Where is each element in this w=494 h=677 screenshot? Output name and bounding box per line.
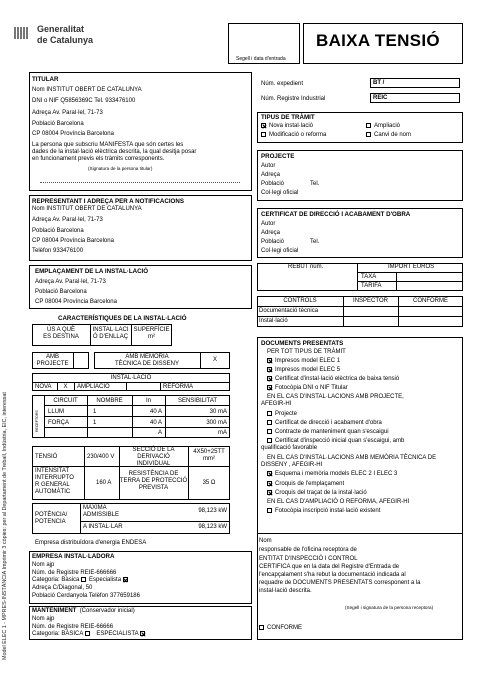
- tensio-value[interactable]: 230/400 V: [87, 454, 115, 460]
- titular-signature-caption: (Signatura de la persona titular): [88, 166, 153, 171]
- empresa-cat: Categoria: Bàsica Especialista: [32, 577, 131, 584]
- certificat-poblacio[interactable]: Població: [261, 239, 285, 245]
- nova-label: NOVA: [35, 384, 52, 390]
- croquis-trac-checkbox[interactable]: [267, 490, 272, 495]
- emplacament-cp[interactable]: CP 08004 Província Barcelona: [35, 299, 117, 305]
- ampliacio-heading: EN EL CAS D'AMPLIACIÓ O REFORMA, AFEGIR-HI: [267, 499, 410, 505]
- doc-4-checkbox[interactable]: [267, 385, 272, 390]
- emplacament-heading: EMPLAÇAMENT DE LA INSTAL·LACIÓ: [35, 268, 149, 275]
- mant-especialista-checkbox[interactable]: [140, 631, 145, 636]
- manteniment-nom[interactable]: Nom ajp: [32, 616, 55, 622]
- llum-sensib[interactable]: 30 mA: [209, 409, 227, 415]
- amb-memoria-heading: EN EL CAS D'INSTAL·LACIONS AMB MEMÒRIA TÈCNICA DE: [267, 455, 437, 461]
- titular-manifest-2: dades de la instal·lació elèctrica descrita, la qual desitja posar: [32, 149, 197, 155]
- inspector-header: INSPECTOR: [353, 298, 388, 304]
- forca-label: FORÇA: [48, 420, 69, 426]
- doc-croquis-empl[interactable]: Croquis de l'emplaçament: [267, 481, 344, 488]
- nova-value[interactable]: X: [63, 384, 68, 390]
- ampliacio-checkbox[interactable]: [366, 123, 371, 128]
- entitat-signature-caption: (Segell i signatura de la persona receptora): [345, 605, 434, 610]
- controls-row-inst: Instal·lació: [259, 318, 288, 324]
- registre-label: Núm. Registre Industrial: [261, 96, 326, 102]
- certificat-adreca[interactable]: Adreça: [261, 230, 281, 236]
- entitat-resp: responsable de l'oficina receptora de: [259, 547, 357, 553]
- taxa-label: TAXA: [361, 274, 377, 280]
- contracte-checkbox[interactable]: [267, 429, 272, 434]
- inst-enllac-label: INSTAL·LACI Ó D'ENLLAÇ: [92, 327, 129, 340]
- amb-projecte-label: AMB PROJECTE: [36, 354, 69, 367]
- receptors-label: RECEPTORS: [35, 410, 39, 432]
- caract-heading: CARACTERÍSTIQUES DE LA INSTAL·LACIÓ: [58, 315, 187, 322]
- representant-cp[interactable]: CP 08004 Província Barcelona: [32, 238, 114, 244]
- resistencia-value[interactable]: 35 Ω: [202, 480, 216, 486]
- projecte-heading: PROJECTE: [261, 153, 295, 160]
- logo-line2: de Catalunya: [37, 35, 94, 45]
- croquis-empl-checkbox[interactable]: [267, 481, 272, 486]
- entitat-eic: ENTITAT D'INSPECCIÓ I CONTROL: [259, 556, 358, 562]
- documents-heading: DOCUMENTS PRESENTATS: [261, 340, 344, 347]
- representant-nom[interactable]: Nom INSTITUT OBERT DE CATALUNYA: [32, 206, 142, 212]
- tramit-ampliacio[interactable]: Ampliació: [366, 123, 400, 130]
- registre-value[interactable]: REIC: [373, 95, 388, 101]
- emplacament-poblacio[interactable]: Població Barcelona: [35, 289, 87, 295]
- seccio-label: SECCIÓ DE LA DERIVACIÓ INDIVIDUAL: [132, 447, 175, 467]
- doc-item-4[interactable]: Fotocòpia DNI o NIF Titular: [267, 385, 348, 392]
- fotocopia-checkbox[interactable]: [267, 508, 272, 513]
- manteniment-cat: Categoria: BÀSICA ESPECIALISTA: [32, 631, 148, 638]
- nova-checkbox[interactable]: [261, 123, 266, 128]
- doc-item-3[interactable]: Certificat d'instal·lació elèctrica de baixa tensió: [267, 376, 399, 383]
- import-label: IMPORT EUROS: [388, 264, 435, 270]
- titular-dni[interactable]: DNI o NIF Q5856369C Tel. 933476100: [32, 98, 136, 104]
- certificat-autor[interactable]: Autor: [261, 221, 276, 227]
- row3-in[interactable]: A: [157, 430, 162, 436]
- amb-projecte-heading: EN EL CAS D'INSTAL·LACIONS AMB PROJECTE,: [267, 394, 404, 400]
- certificat-heading: CERTIFICAT DE DIRECCIÓ I ACABAMENT D'OBRA: [261, 211, 411, 218]
- doc-croquis-trac[interactable]: Croquis del traçat de la instal·lació: [267, 490, 367, 497]
- tramit-heading: TIPUS DE TRÀMIT: [261, 114, 315, 121]
- entitat-nom[interactable]: Nom: [259, 538, 272, 544]
- especialista-checkbox[interactable]: [123, 577, 128, 582]
- expedient-num-value[interactable]: BT /: [373, 80, 385, 86]
- nombre-header: NOMBRE: [96, 398, 123, 404]
- titular-poblacio[interactable]: Població Barcelona: [32, 121, 84, 127]
- doc-item-2[interactable]: Impresos model ELEC 5: [267, 367, 340, 374]
- llum-label: LLUM: [48, 409, 65, 415]
- a-installar-value[interactable]: 98,123 kW: [198, 524, 227, 530]
- logo-line1: Generalitat: [37, 24, 85, 34]
- doc-cert-inspeccio[interactable]: Certificat d'inspecció inicial quan s'escaigui, amb: [267, 438, 404, 445]
- forca-nombre[interactable]: 1: [93, 420, 97, 426]
- amb-memoria-value[interactable]: X: [212, 357, 217, 363]
- tramit-nova[interactable]: Nova instal·lació: [261, 123, 313, 130]
- tensio-label: TENSIÓ: [35, 454, 58, 460]
- controls-header: CONTROLS: [283, 298, 317, 304]
- controls-row-doc: Documentació tècnica: [259, 308, 319, 314]
- empresa-reg[interactable]: Núm. de Registre REIE-666666: [32, 570, 117, 576]
- rebut-label: REBUT núm.: [288, 264, 324, 270]
- forca-sensib[interactable]: 300 mA: [206, 420, 227, 426]
- certificat-tel[interactable]: Tel.: [310, 239, 320, 245]
- modif-checkbox[interactable]: [261, 132, 266, 137]
- canvi-checkbox[interactable]: [366, 132, 371, 137]
- doc-item-1[interactable]: Impresos model ELEC 1: [267, 358, 340, 365]
- doc-fotocopia[interactable]: Fotocòpia inscripció instal·lació existent: [267, 508, 380, 515]
- side-text: Model ELEC 1 - MPRES-INSTÀNCIA Imprimir 3 còpies: per al Departament de Treball, Indústria, EIC, interessat: [2, 392, 8, 660]
- expedient-num-label: Núm. expedient: [261, 81, 304, 87]
- manteniment-reg[interactable]: Núm. de Registre REIE-66666: [32, 624, 114, 630]
- cert-inspeccio-checkbox[interactable]: [267, 438, 272, 443]
- representant-adreca[interactable]: Adreça Av. Paral·lel, 71-73: [32, 217, 103, 223]
- representant-tel[interactable]: Telèfon 933476100: [32, 248, 84, 254]
- superficie-label: SUPERFÍCIE m²: [133, 327, 170, 340]
- doc-esquema[interactable]: Esquema i memòria models ELEC 2 I ELEC 3: [267, 471, 397, 478]
- doc-3-checkbox[interactable]: [267, 376, 272, 381]
- a-installar-label: A INSTAL·LAR: [83, 524, 123, 530]
- entitat-cert-2: l'encapçalament s'ha rebut la documentació indicada al: [259, 572, 406, 578]
- certificat-col[interactable]: Col·legi oficial: [261, 248, 299, 254]
- projecte-col[interactable]: Col·legi oficial: [261, 190, 299, 196]
- amb-memoria-heading-2: DISSENY , AFEGIR-HI: [261, 462, 323, 468]
- projecte-tel[interactable]: Tel.: [310, 181, 320, 187]
- empresa-pob[interactable]: Població Cerdanyola Telèfon 377659186: [32, 593, 140, 599]
- sensibilitat-header: SENSIBILITAT: [177, 398, 218, 404]
- projecte-autor[interactable]: Autor: [261, 163, 276, 169]
- row3-sensib[interactable]: mA: [218, 430, 227, 436]
- doc-cert-direccio[interactable]: Certificat de direcció i acabament d'obra: [267, 420, 382, 427]
- per-tots-heading: PER TOT TIPUS DE TRÀMIT: [267, 349, 346, 355]
- maxima-label: MÀXIMA ADMISSIBLE: [83, 505, 120, 518]
- interruptor-value[interactable]: 160 A: [96, 480, 112, 486]
- amb-projecte-heading-2: AFEGIR-HI: [261, 401, 292, 407]
- empresa-nom[interactable]: Nom ajp: [32, 562, 55, 568]
- doc-title: BAIXA TENSIÓ: [316, 31, 440, 50]
- forca-in[interactable]: 40 A: [149, 420, 162, 426]
- titular-cp[interactable]: CP 08004 Província Barcelona: [32, 131, 114, 137]
- llum-in[interactable]: 40 A: [149, 409, 162, 415]
- circuit-header: CIRCUIT: [53, 398, 78, 404]
- interruptor-label: INTENSITAT INTERRUPTO R GENERAL AUTOMÀTIC: [35, 468, 74, 495]
- tramit-modif[interactable]: Modificació o reforma: [261, 132, 326, 139]
- doc-1-checkbox[interactable]: [267, 358, 272, 363]
- titular-heading: TITULAR: [32, 76, 59, 83]
- ampliacio-label: AMPLIACIÓ: [77, 384, 110, 390]
- doc-2-checkbox[interactable]: [267, 367, 272, 372]
- entitat-cert-4: instal·lació descrita.: [259, 588, 312, 594]
- entitat-conforme[interactable]: CONFORME: [259, 625, 302, 632]
- entitat-cert-1: CERTIFICA que en la data del Registre d'Entrada de: [259, 564, 400, 570]
- titular-adreca[interactable]: Adreça Av. Paral·lel, 71-73: [32, 110, 103, 116]
- representant-heading: REPRESENTANT I ADREÇA PER A NOTIFICACIONS: [32, 198, 184, 205]
- maxima-value[interactable]: 98,123 kW: [198, 508, 227, 514]
- projecte-adreca[interactable]: Adreça: [261, 172, 281, 178]
- amb-memoria-label: AMB MEMÒRIA TÈCNICA DE DISSENY: [114, 354, 179, 367]
- doc-cert-inspeccio-2: qualificació favorable: [261, 445, 318, 451]
- manteniment-heading: MANTENIMENT (Conservador inicial): [32, 608, 135, 614]
- mant-basica-checkbox[interactable]: [85, 631, 90, 636]
- titular-manifest-3: en funcionament previs els tràmits corresponents.: [32, 156, 165, 162]
- projecte-poblacio[interactable]: Població: [261, 181, 285, 187]
- llum-nombre[interactable]: 1: [93, 409, 97, 415]
- tramit-canvi[interactable]: Canvi de nom: [366, 132, 411, 139]
- representant-poblacio[interactable]: Població Barcelona: [32, 228, 84, 234]
- entitat-cert-3: requadre de DOCUMENTS PRESENTATS corresponent a la: [259, 580, 421, 586]
- esquema-checkbox[interactable]: [267, 471, 272, 476]
- empresa-adreca[interactable]: Adreça C/Diagonal, 50: [32, 585, 93, 591]
- basica-checkbox[interactable]: [81, 577, 86, 582]
- empresa-distribuidora[interactable]: Empresa distribuïdora d'energia ENDESA: [35, 540, 147, 546]
- installacio-label: INSTAL·LACIÓ: [110, 375, 152, 381]
- doc-projecte[interactable]: Projecte: [267, 411, 297, 418]
- empresa-heading: EMPRESA INSTAL·LADORA: [32, 553, 115, 560]
- in-header: In: [145, 398, 151, 404]
- cert-direccio-checkbox[interactable]: [267, 420, 272, 425]
- seccio-value[interactable]: 4X50+25TT mm²: [193, 449, 225, 462]
- emplacament-adreca[interactable]: Adreça Av. Paral·lel, 71-73: [35, 279, 106, 285]
- projecte-checkbox[interactable]: [267, 411, 272, 416]
- potencia-label: POTÈNCIA/ POTENCIA: [35, 512, 68, 525]
- us-label: ÚS A QUÈ ES DESTINA: [43, 327, 79, 340]
- generalitat-logo-icon: [14, 27, 30, 39]
- conforme-checkbox[interactable]: [259, 625, 264, 630]
- reforma-label: REFORMA: [163, 384, 193, 390]
- doc-contracte[interactable]: Contracte de manteniment quan s'escaigui: [267, 429, 389, 436]
- resistencia-label: RESISTÈNCIA DE TERRA DE PROTECCIÓ PREVISTA: [119, 471, 188, 491]
- conforme-header: CONFORME: [413, 298, 448, 304]
- stamp-caption: Segell i data d'entrada: [236, 56, 286, 62]
- titular-nom[interactable]: Nom INSTITUT OBERT DE CATALUNYA: [32, 87, 142, 93]
- titular-manifest-1: La persona que subscriu MANIFESTA que són certes les: [32, 142, 184, 148]
- tarifa-label: TARIFA: [361, 283, 382, 289]
